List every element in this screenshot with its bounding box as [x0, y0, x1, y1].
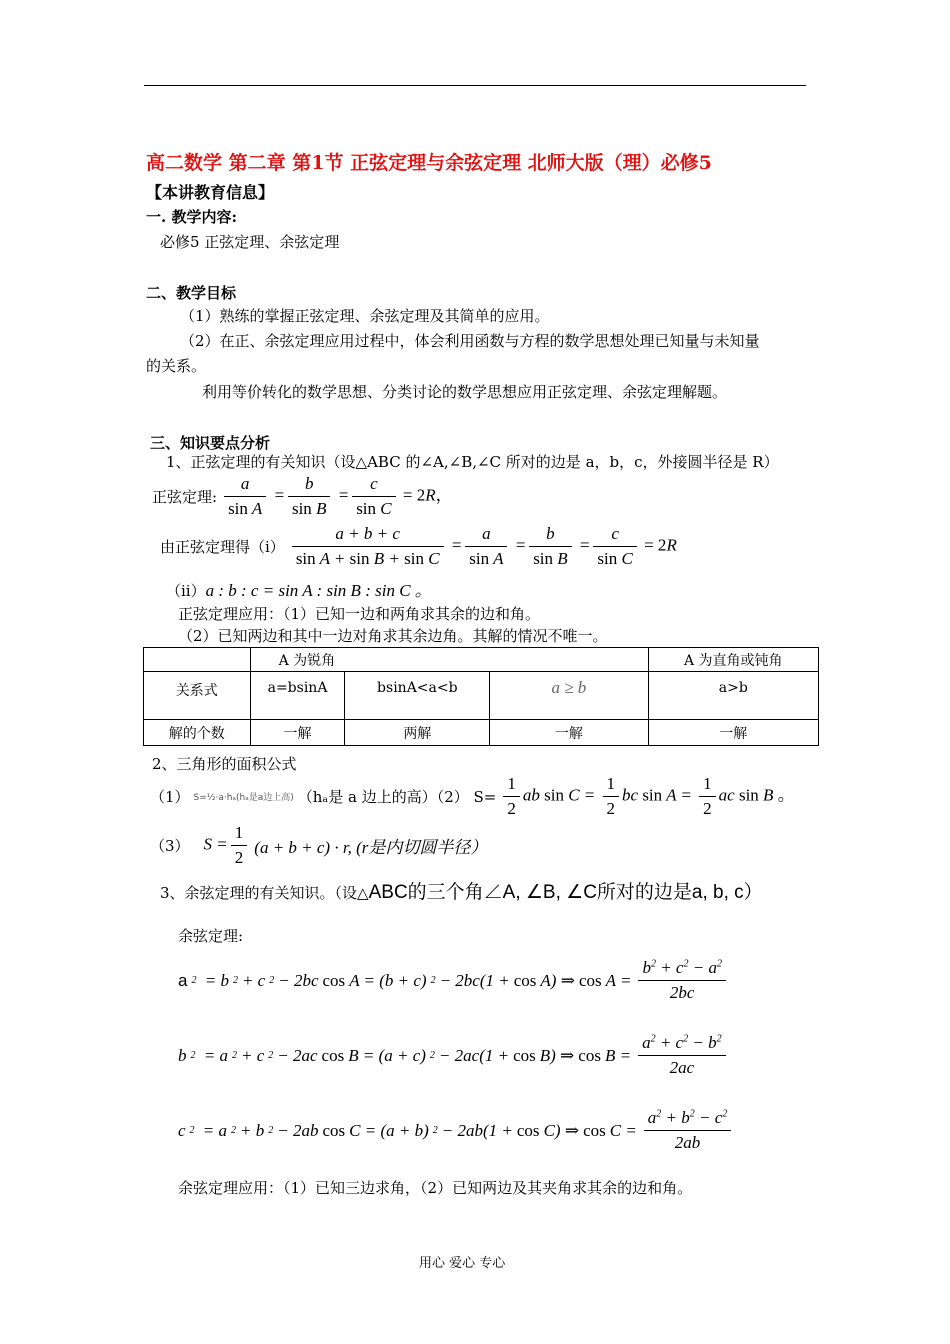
relation-cell: a=bsinA: [250, 672, 345, 720]
acute-header: A 为锐角: [250, 648, 648, 672]
page-title: 高二数学 第二章 第1节 正弦定理与余弦定理 北师大版（理）必修5: [146, 152, 712, 174]
knowledge-2: 2、三角形的面积公式: [152, 755, 297, 773]
relation-cell: bsinA<a<b: [345, 672, 490, 720]
area1-prefix: （1）: [150, 788, 190, 806]
cosine-formula-b: b 2 = a 2 + c 2 − 2ac cos B = (a + c) 2 − 2ac(1 + cos B) ⇒ cos B = $\frac{a^2 + c^2 - b^2}{2ac}$: [178, 1033, 729, 1078]
sine-application-2: （2）已知两边和其中一边对角求其余边角。其解的情况不唯一。: [178, 627, 608, 645]
sec3-heading: 三、知识要点分析: [150, 434, 271, 452]
count-label: 解的个数: [144, 720, 251, 746]
header-rule: [144, 85, 806, 86]
goal-2a: （2）在正、余弦定理应用过程中，体会利用函数与方程的数学思想处理已知量与未知量: [180, 332, 760, 350]
relation-cell: a>b: [648, 672, 818, 720]
count-cell: 两解: [345, 720, 490, 746]
area3-tail: (a + b + c) · r, (r是内切圆半径）: [254, 838, 488, 857]
cosine-formula-c: c 2 = a 2 + b 2 − 2ab cos C = (a + b) 2 − 2ab(1 + cos C) ⇒ cos C = $\frac{a^2 + b^2 - c^2}{2ab}$: [178, 1108, 734, 1153]
page-footer: 用心 爱心 专心: [419, 1256, 506, 1271]
table-corner: [144, 648, 251, 672]
ratio-line: [166, 576, 432, 601]
relation-label: 关系式: [144, 672, 251, 720]
relation-cell: a ≥ b: [490, 672, 648, 720]
knowledge-3: [160, 877, 763, 904]
ratio-label: （ii）: [166, 582, 206, 600]
sine-law-label: 正弦定理:: [152, 488, 218, 506]
count-cell: 一解: [648, 720, 818, 746]
k3-tail: ABC的三个角∠A, ∠B, ∠C所对的边是a, b, c）: [368, 882, 763, 903]
ratio-formula: a : b : c = sin A : sin B : sin C 。: [205, 581, 432, 600]
area1-note: S=½·a·hₐ(hₐ是a边上高): [193, 793, 294, 803]
area-formulas: （1） S=½·a·hₐ(hₐ是a边上高) （hₐ是 a 边上的高）（2） S= $\frac{1}{2}$ ab sin C = $\frac{1}{2}$ bc sin A = $\frac{1}{2}$ ac sin B 。: [150, 774, 795, 818]
sec2-heading: 二、教学目标: [146, 284, 237, 302]
area3-prefix: （3）: [150, 837, 190, 855]
cosine-formula-a: a 2 = b 2 + c 2 − 2bc cos A = (b + c) 2 − 2bc(1 + cos A) ⇒ cos A = $\frac{b^2 + c^2 - a^2}{2bc}$: [178, 958, 729, 1003]
sine-derive-label: 由正弦定理得（i）: [160, 538, 285, 556]
k3-prefix: 3、余弦定理的有关知识。（设△: [160, 884, 369, 902]
goal-1: （1）熟练的掌握正弦定理、余弦定理及其简单的应用。: [180, 307, 550, 325]
sine-law: 正弦定理: $\frac{a}{\text{sin A}}$ = $\frac{b}{\text{sin B}}$ = $\frac{c}{\text{sin C}}$ = 2R，: [152, 474, 453, 518]
knowledge-1: 1、正弦定理的有关知识（设△ABC 的∠A,∠B,∠C 所对的边是 a，b，c，外接圆半径是 R）: [166, 453, 779, 471]
goal-2b: 的关系。: [146, 357, 207, 375]
goal-3: 利用等价转化的数学思想、分类讨论的数学思想应用正弦定理、余弦定理解题。: [202, 383, 728, 401]
area-inradius: （3） S = $\frac{1}{2}$ (a + b + c) · r, (r是内切圆半径）: [150, 823, 488, 867]
sec1-body: 必修5 正弦定理、余弦定理: [160, 233, 340, 251]
sec1-heading: 一. 教学内容:: [146, 208, 237, 226]
area1-mid: （hₐ是 a 边上的高）（2） S=: [297, 788, 497, 806]
info-header: 【本讲教育信息】: [146, 183, 275, 202]
cosine-application: 余弦定理应用：（1）已知三边求角，（2）已知两边及其夹角求其余的边和角。: [178, 1179, 693, 1197]
solution-table: [143, 647, 819, 746]
obtuse-header: A 为直角或钝角: [648, 648, 818, 672]
sine-application-1: 正弦定理应用：（1）已知一边和两角求其余的边和角。: [178, 605, 541, 623]
cosine-label: 余弦定理:: [178, 927, 244, 945]
count-cell: 一解: [250, 720, 345, 746]
count-cell: 一解: [490, 720, 648, 746]
sine-derive: 由正弦定理得（i） $\frac{a + b + c}{\text{sin A + sin B + sin C}}$ = $\frac{a}{\text{sin A}}$ = $\frac{b}{\text{sin B}}$ = $\frac{c}{\text{sin C}}$ = 2R: [160, 524, 677, 568]
